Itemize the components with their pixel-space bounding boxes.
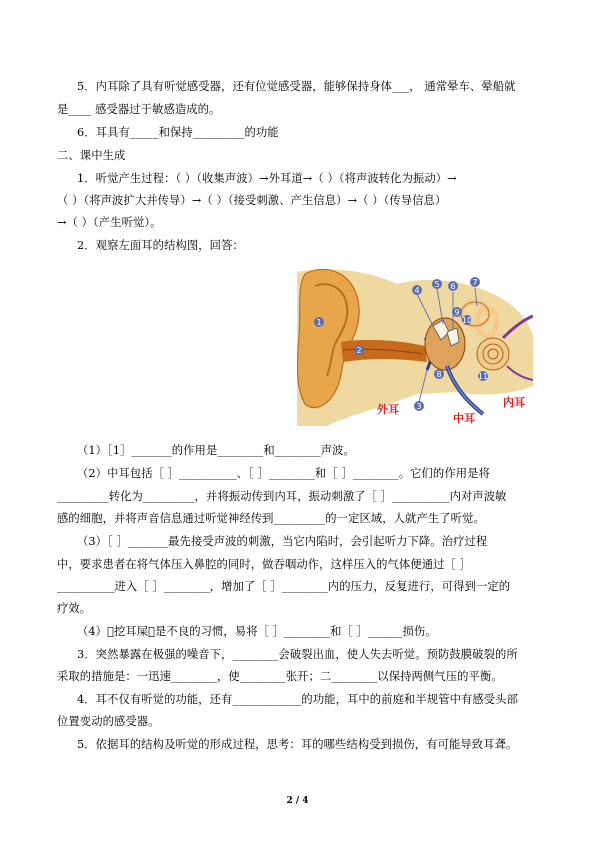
page-number: 2 / 4 <box>286 796 309 806</box>
text-line: 位置变动的感受器。 <box>57 715 160 728</box>
text-line: 5．内耳除了具有听觉感受器，还有位觉感受器，能够保持身体___， 通常晕车、晕船就 <box>77 80 516 93</box>
marker-4: 4 <box>414 286 420 295</box>
text-line: 5．依据耳的结构及听觉的形成过程，思考：耳的哪些结构受到损伤，有可能导致耳聋。 <box>77 738 518 751</box>
text-line: （1）［1］_______的作用是________和________声波。 <box>77 444 355 457</box>
text-line: 2．观察左面耳的结构图，回答： <box>77 239 244 252</box>
text-line: 6．耳具有_____和保持_________的功能 <box>77 126 279 139</box>
text-line: 是____ 感受器过于敏感造成的。 <box>57 103 221 116</box>
marker-2: 2 <box>356 346 362 355</box>
text-line: __________进入［ ］________，增加了［ ］________内的压力，反复进行，可得到一定的 <box>57 580 511 593</box>
section-heading: 二、课中生成 <box>57 149 126 162</box>
text-line: 3．突然暴露在极强的噪音下，________会破裂出血，使人失去听觉。预防鼓膜破裂的所 <box>77 648 518 661</box>
marker-6: 6 <box>450 282 456 291</box>
marker-5: 5 <box>434 280 440 289</box>
text-line: 1．听觉产生过程：（ ）（收集声波）→外耳道→（ ）（将声波转化为振动）→ <box>77 172 457 185</box>
text-line: 中，要求患者在将气体压入鼻腔的同时，做吞咽动作，这样压入的气体便通过［ ］ <box>57 558 471 571</box>
text-line: 采取的措施是：一迅速________，使________张开；二________以保持两侧气压的平衡。 <box>57 670 503 683</box>
marker-1: 1 <box>316 318 322 327</box>
marker-11: 11 <box>477 372 489 381</box>
marker-3: 3 <box>416 402 422 411</box>
text-line: 疗效。 <box>57 602 92 615</box>
text-line: （ ）（将声波扩大并传导）→（ ）（接受刺激、产生信息）→（ ）（传导信息） <box>57 194 447 207</box>
marker-9: 9 <box>454 308 460 317</box>
middle-ear-label: 中耳 <box>453 412 475 425</box>
text-line: 感的细胞，并将声音信息通过听觉神经传到_________的一定区域，人就产生了听觉。 <box>57 512 485 525</box>
ear-structure-diagram <box>297 266 533 430</box>
text-line: 4．耳不仅有听觉的功能，还有____________的功能，耳中的前庭和半规管中有感受头部 <box>77 693 518 706</box>
text-line: （4） 挖耳屎 是不良的习惯，易将［ ］________和［ ］______损伤。 <box>77 625 437 638</box>
text-line: （2）中耳包括［ ］__________、［ ］________和［ ］________。它们的作用是将 <box>77 467 490 480</box>
outer-ear-label: 外耳 <box>377 403 399 416</box>
marker-7: 7 <box>472 278 478 287</box>
text-line: （3）［ ］_______最先接受声波的刺激，当它内陷时，会引起听力下降。治疗过程 <box>77 535 488 548</box>
text-line: _________转化为_________，并将振动传到内耳，振动刺激了［ ］__________内对声波敏 <box>57 490 507 503</box>
text-line: →（ ）（产生听觉）。 <box>57 216 162 229</box>
marker-8: 8 <box>436 370 442 379</box>
inner-ear-label: 内耳 <box>503 396 525 409</box>
marker-10: 10 <box>461 316 473 325</box>
